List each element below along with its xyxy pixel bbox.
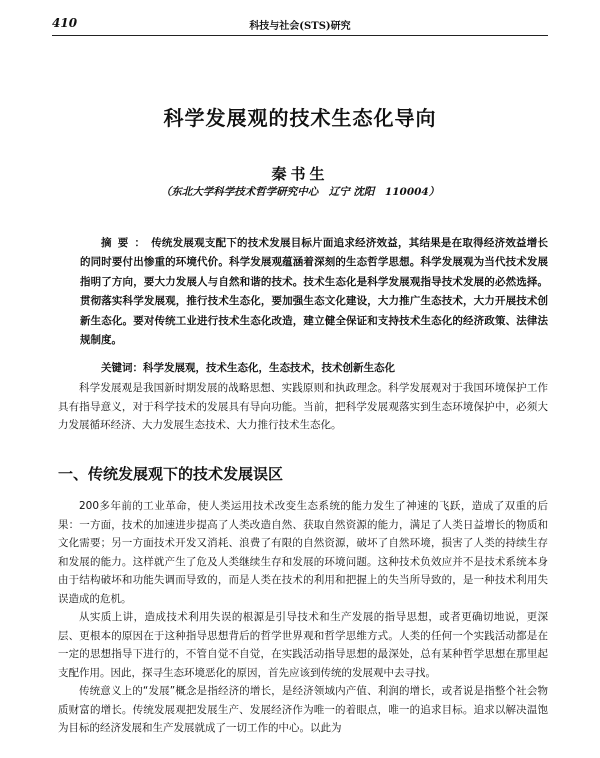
body-paragraph: 传统意义上的“发展”概念是指经济的增长，是经济领域内产值、利润的增长，或者说是指整个社会物质财富的增长。传统发展观把发展生产、发展经济作为唯一的着眼点，唯一的追求目标。追求以解决温饱为目标的经济发展和生产发展就成了一切工作的中心。以此为 (58, 685, 548, 734)
header-rule (52, 35, 548, 36)
section-heading: 一、传统发展观下的技术发展误区 (58, 465, 284, 483)
running-title: 科技与社会(STS)研究 (249, 21, 351, 32)
page-number: 410 (52, 16, 78, 30)
body-paragraph: 从实质上讲，造成技术利用失误的根源是引导技术和生产发展的指导思想，或者更确切地说，更深层、更根本的原因在于这种指导思想背后的哲学世界观和哲学思维方式。人类的任何一个实践活动都是在一定的思想指导下进行的，不管自觉不自觉，在实践活动指导思想的最深处，总有某种哲学思想在那里起支配作用。因此，探寻生态环境恶化的原因，首先应该到传统的发展观中去寻找。 (58, 611, 548, 679)
abstract-text: 传统发展观支配下的技术发展目标片面追求经济效益，其结果是在取得经济效益增长的同时要付出惨重的环境代价。科学发展观蕴涵着深刻的生态哲学思想。科学发展观为当代技术发展指明了方向，要大力发展人与自然和谐的技术。技术生态化是科学发展观指导技术发展的必然选择。贯彻落实科学发展观，推行技术生态化，要加强生态文化建设，大力推广生态技术，大力开展技术创新生态化。要对传统工业进行技术生态化改造，建立健全保证和支持技术生态化的经济政策、法律法规制度。 (80, 237, 549, 347)
keywords-label: 关键词： (101, 362, 143, 374)
keywords (80, 359, 548, 378)
intro-paragraph: 科学发展观是我国新时期发展的战略思想、实践原则和执政理念。科学发展观对于我国环境保护工作具有指导意义，对于科学技术的发展具有导向功能。当前，把科学发展观落实到生态环境保护中，必须大力发展循环经济、大力发展生态技术、大力推行技术生态化。 (58, 382, 548, 431)
article-title: 科学发展观的技术生态化导向 (163, 106, 437, 130)
author-name: 秦书生 (271, 165, 329, 183)
body-paragraph: 200多年前的工业革命，使人类运用技术改变生态系统的能力发生了神速的飞跃，造成了双重的后果：一方面，技术的加速进步提高了人类改造自然、获取自然资源的能力，满足了人类日益增长的物质和文化需要；另一方面技术开发又消耗、浪费了有限的自然资源，破坏了自然环境，损害了人类的持续生存和发展的能力。这样就产生了危及人类继续生存和发展的环境问题。这种技术负效应并不是技术系统本身由于结构破坏和功能失调而导致的，而是人类在技术的利用和把握上的失当所导致的，是一种技术利用失误造成的危机。 (58, 500, 548, 605)
page-header (52, 16, 548, 32)
keywords-text: 科学发展观，技术生态化，生态技术，技术创新生态化 (143, 362, 395, 374)
abstract-label: 摘要： (101, 237, 152, 249)
abstract (80, 234, 548, 350)
section-body (58, 497, 548, 738)
author-affiliation: （东北大学科学技术哲学研究中心 辽宁 沈阳 110004） (160, 186, 440, 198)
